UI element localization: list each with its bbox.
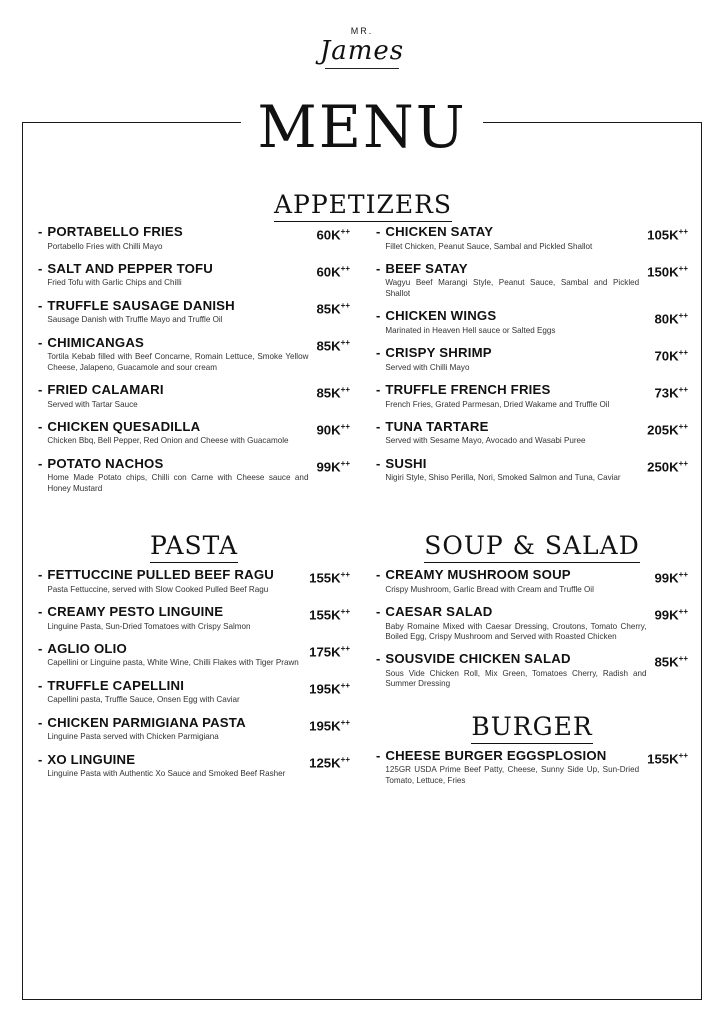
bullet-dash: - bbox=[38, 297, 43, 313]
item-description: Linguine Pasta served with Chicken Parmigiana bbox=[47, 732, 219, 742]
item-description: Portabello Fries with Chilli Mayo bbox=[47, 241, 163, 251]
item-name: TUNA TARTARE bbox=[385, 418, 489, 434]
item-description: Marinated in Heaven Hell sauce or Salted Eggs bbox=[385, 325, 556, 335]
item-description: Wagyu Beef Marangi Style, Peanut Sauce, Sambal and Pickled Shallot bbox=[385, 278, 640, 298]
bullet-dash: - bbox=[38, 418, 43, 434]
bullet-dash: - bbox=[376, 567, 381, 583]
item-name: TRUFFLE SAUSAGE DANISH bbox=[47, 297, 235, 313]
item-price: 155K++ bbox=[309, 607, 350, 623]
bullet-dash: - bbox=[376, 224, 381, 239]
bullet-dash: - bbox=[38, 260, 43, 276]
item-price: 150K++ bbox=[647, 263, 688, 280]
item-description: Served with Tartar Sauce bbox=[47, 399, 138, 409]
section-heading-soup-salad: SOUP & SALAD bbox=[376, 531, 688, 561]
menu-item bbox=[376, 748, 688, 786]
item-name: POTATO NACHOS bbox=[47, 455, 164, 471]
bullet-dash: - bbox=[38, 604, 43, 620]
menu-item bbox=[376, 224, 688, 252]
item-description: Baby Romaine Mixed with Caesar Dressing, Croutons, Tomato Cherry, Boiled Egg, Crispy Mushroom and Served with Roasted Chicken bbox=[385, 621, 647, 641]
brand-underline bbox=[325, 68, 399, 69]
item-description: 125GR USDA Prime Beef Patty, Cheese, Sunny Side Up, Sun-Dried Tomato, Lettuce, Fries bbox=[385, 765, 640, 785]
item-name: FETTUCCINE PULLED BEEF RAGU bbox=[47, 567, 275, 583]
menu-item bbox=[38, 604, 350, 632]
menu-item bbox=[38, 419, 350, 447]
menu-item bbox=[376, 456, 688, 484]
item-name: AGLIO OLIO bbox=[47, 640, 128, 656]
pasta-soup-headings bbox=[38, 531, 688, 567]
menu-item bbox=[376, 308, 688, 336]
section-heading-appetizers: APPETIZERS bbox=[38, 190, 688, 220]
brand-logo bbox=[0, 26, 724, 69]
section-heading-burger: BURGER bbox=[376, 712, 688, 742]
item-name: CREAMY MUSHROOM SOUP bbox=[385, 567, 571, 583]
item-description: Capellini pasta, Truffle Sauce, Onsen Egg with Caviar bbox=[47, 695, 240, 705]
item-description: Linguine Pasta, Sun-Dried Tomatoes with Crispy Salmon bbox=[47, 621, 251, 631]
menu-item bbox=[38, 261, 350, 289]
item-price: 70K++ bbox=[654, 348, 688, 364]
item-price: 175K++ bbox=[309, 643, 350, 660]
item-description: Tortila Kebab filled with Beef Concarne, Romain Lettuce, Smoke Yellow Cheese, Jalapeno, Guacamole and sour cream bbox=[47, 352, 309, 372]
item-name: CHEESE BURGER EGGSPLOSION bbox=[385, 747, 607, 763]
item-description: Served with Sesame Mayo, Avocado and Wasabi Puree bbox=[385, 436, 586, 446]
menu-item bbox=[38, 715, 350, 743]
menu-item bbox=[376, 345, 688, 373]
item-name: CHIMICANGAS bbox=[47, 334, 145, 350]
item-price: 99K++ bbox=[654, 607, 688, 623]
soup-salad-heading-column bbox=[376, 531, 688, 567]
bullet-dash: - bbox=[38, 677, 43, 693]
bullet-dash: - bbox=[376, 455, 381, 471]
item-price: 105K++ bbox=[647, 227, 688, 243]
item-description: Chicken Bbq, Bell Pepper, Red Onion and Cheese with Guacamole bbox=[47, 436, 289, 446]
bullet-dash: - bbox=[38, 455, 43, 471]
menu-item bbox=[38, 641, 350, 669]
item-price: 85K++ bbox=[654, 654, 688, 670]
item-price: 85K++ bbox=[316, 300, 350, 317]
item-price: 125K++ bbox=[309, 754, 350, 771]
bullet-dash: - bbox=[38, 224, 43, 239]
page-title-text: MENU bbox=[241, 93, 482, 161]
menu-item bbox=[38, 298, 350, 326]
bullet-dash: - bbox=[376, 382, 381, 398]
item-name: CHICKEN QUESADILLA bbox=[47, 418, 201, 434]
item-description: Sausage Danish with Truffle Mayo and Truffle Oil bbox=[47, 315, 223, 325]
menu-item bbox=[376, 261, 688, 299]
item-name: SALT AND PEPPER TOFU bbox=[47, 260, 214, 276]
item-name: PORTABELLO FRIES bbox=[47, 224, 183, 239]
bullet-dash: - bbox=[376, 418, 381, 434]
bullet-dash: - bbox=[38, 640, 43, 656]
item-price: 90K++ bbox=[316, 421, 350, 438]
soup-salad-burger-column bbox=[376, 567, 688, 795]
item-description: French Fries, Grated Parmesan, Dried Wakame and Truffle Oil bbox=[385, 399, 610, 409]
menu-item bbox=[38, 224, 350, 252]
appetizers-columns bbox=[38, 224, 688, 503]
menu-item bbox=[376, 651, 688, 689]
menu-item bbox=[376, 419, 688, 447]
item-price: 195K++ bbox=[309, 717, 350, 734]
bullet-dash: - bbox=[38, 382, 43, 398]
item-price: 99K++ bbox=[654, 570, 688, 586]
item-price: 60K++ bbox=[316, 227, 350, 243]
pasta-soup-columns bbox=[38, 567, 688, 795]
item-description: Crispy Mushroom, Garlic Bread with Cream and Truffle Oil bbox=[385, 584, 594, 594]
pasta-column bbox=[38, 567, 350, 788]
item-name: CHICKEN WINGS bbox=[385, 308, 497, 324]
menu-item bbox=[38, 752, 350, 780]
item-description: Sous Vide Chicken Roll, Mix Green, Tomatoes Cherry, Radish and Summer Dressing bbox=[385, 668, 647, 689]
bullet-dash: - bbox=[376, 651, 381, 667]
item-description: Fried Tofu with Garlic Chips and Chilli bbox=[47, 278, 182, 288]
menu-item bbox=[38, 382, 350, 410]
bullet-dash: - bbox=[376, 260, 381, 276]
item-name: XO LINGUINE bbox=[47, 751, 136, 767]
brand-name: James bbox=[319, 36, 405, 66]
menu-item bbox=[376, 604, 688, 642]
bullet-dash: - bbox=[38, 714, 43, 730]
section-heading-pasta: PASTA bbox=[38, 531, 350, 561]
item-price: 195K++ bbox=[309, 680, 350, 697]
item-price: 155K++ bbox=[647, 750, 688, 767]
section-spacer bbox=[38, 505, 688, 531]
bullet-dash: - bbox=[376, 345, 381, 361]
item-name: CRISPY SHRIMP bbox=[385, 345, 492, 361]
item-description: Fillet Chicken, Peanut Sauce, Sambal and Pickled Shallot bbox=[385, 241, 593, 251]
item-name: TRUFFLE FRENCH FRIES bbox=[385, 382, 551, 398]
bullet-dash: - bbox=[376, 604, 381, 620]
item-description: Pasta Fettuccine, served with Slow Cooked Pulled Beef Ragu bbox=[47, 584, 269, 594]
appetizers-right-column bbox=[376, 224, 688, 493]
page-title bbox=[0, 93, 724, 161]
item-price: 250K++ bbox=[647, 458, 688, 475]
bullet-dash: - bbox=[38, 567, 43, 583]
section-appetizers bbox=[38, 190, 688, 503]
item-price: 205K++ bbox=[647, 421, 688, 438]
menu-item bbox=[38, 678, 350, 706]
item-name: CHICKEN SATAY bbox=[385, 224, 494, 239]
item-name: CHICKEN PARMIGIANA PASTA bbox=[47, 714, 246, 730]
bullet-dash: - bbox=[376, 747, 381, 763]
menu-item bbox=[38, 567, 350, 595]
item-name: CREAMY PESTO LINGUINE bbox=[47, 604, 224, 620]
item-name: FRIED CALAMARI bbox=[47, 382, 164, 398]
menu-item bbox=[376, 567, 688, 595]
appetizers-left-column bbox=[38, 224, 350, 503]
item-price: 80K++ bbox=[654, 311, 688, 327]
item-price: 85K++ bbox=[316, 385, 350, 401]
menu-item bbox=[38, 456, 350, 494]
item-name: BEEF SATAY bbox=[385, 260, 468, 276]
menu-item bbox=[38, 335, 350, 373]
item-name: SUSHI bbox=[385, 455, 427, 471]
pasta-heading-column bbox=[38, 531, 350, 567]
item-price: 73K++ bbox=[654, 385, 688, 401]
item-name: SOUSVIDE CHICKEN SALAD bbox=[385, 651, 571, 667]
item-description: Home Made Potato chips, Chilli con Carne with Cheese sauce and Honey Mustard bbox=[47, 473, 309, 493]
item-price: 60K++ bbox=[316, 263, 350, 280]
item-price: 155K++ bbox=[309, 570, 350, 586]
item-description: Served with Chilli Mayo bbox=[385, 362, 470, 372]
menu-content bbox=[38, 190, 688, 795]
item-name: TRUFFLE CAPELLINI bbox=[47, 677, 185, 693]
bullet-dash: - bbox=[38, 751, 43, 767]
bullet-dash: - bbox=[376, 308, 381, 324]
menu-item bbox=[376, 382, 688, 410]
item-name: CAESAR SALAD bbox=[385, 604, 493, 620]
item-price: 85K++ bbox=[316, 337, 350, 354]
item-description: Capellini or Linguine pasta, White Wine, Chilli Flakes with Tiger Prawn bbox=[47, 658, 299, 668]
item-description: Nigiri Style, Shiso Perilla, Nori, Smoked Salmon and Tuna, Caviar bbox=[385, 473, 621, 483]
item-price: 99K++ bbox=[316, 458, 350, 475]
brand-prefix: MR. bbox=[350, 26, 374, 36]
bullet-dash: - bbox=[38, 334, 43, 350]
item-description: Linguine Pasta with Authentic Xo Sauce and Smoked Beef Rasher bbox=[47, 769, 286, 779]
